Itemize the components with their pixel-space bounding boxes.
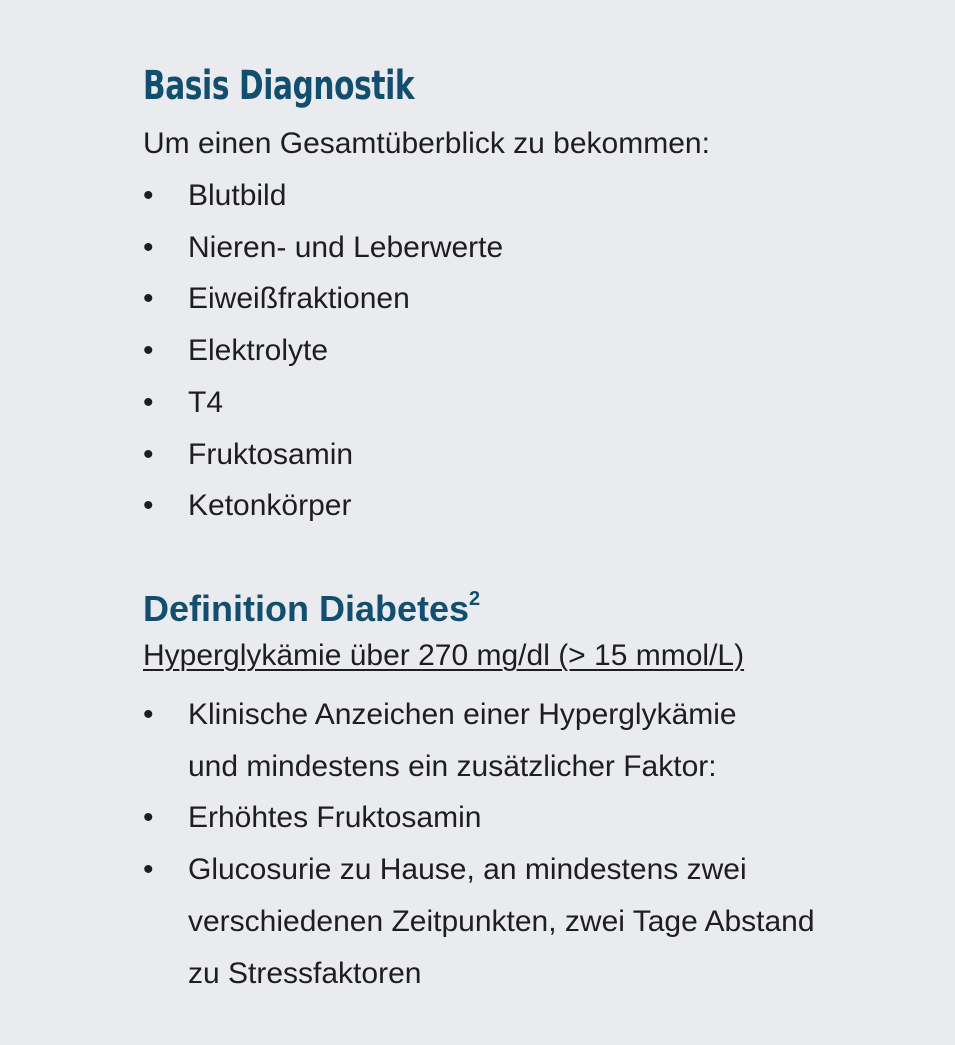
list-item-text: Nieren- und Leberwerte <box>188 230 504 264</box>
list-item <box>143 325 503 377</box>
list-item <box>143 480 503 532</box>
diagnostics-list <box>143 170 503 532</box>
bullet-icon: • <box>143 230 154 264</box>
section-title-basis-diagnostik: Basis Diagnostik <box>143 63 415 109</box>
list-item-line: Glucosurie zu Hause, an mindestens zwei <box>188 853 747 887</box>
list-item <box>143 844 815 999</box>
list-item-text: Elektrolyte <box>188 334 329 368</box>
list-item-line: Klinische Anzeichen einer Hyperglykämie <box>188 698 737 731</box>
list-item <box>143 792 815 844</box>
bullet-icon: • <box>143 179 154 212</box>
list-item-text: Ketonkörper <box>188 489 352 523</box>
bullet-icon: • <box>143 801 154 835</box>
section-title-definition-diabetes <box>143 584 480 634</box>
list-item-line: zu Stressfaktoren <box>188 956 422 990</box>
list-item-text: Eiweißfraktionen <box>188 282 410 316</box>
section-title-text: Definition Diabetes <box>143 588 470 629</box>
list-item-line: und mindestens ein zusätzlicher Faktor: <box>188 749 717 783</box>
bullet-icon: • <box>143 282 154 316</box>
list-item-text: Blutbild <box>188 179 287 212</box>
list-item-text: Fruktosamin <box>188 437 354 471</box>
footnote-marker: 2 <box>469 588 481 610</box>
list-item <box>143 689 815 792</box>
list-item <box>143 170 503 222</box>
list-item <box>143 222 503 274</box>
diabetes-threshold: Hyperglykämie über 270 mg/dl (> 15 mmol/L) <box>143 639 745 672</box>
bullet-icon: • <box>143 698 154 731</box>
list-item <box>143 429 503 481</box>
list-item-line: Erhöhtes Fruktosamin <box>188 801 482 835</box>
list-item-text: T4 <box>188 385 224 419</box>
bullet-icon: • <box>143 334 154 368</box>
bullet-icon: • <box>143 437 154 471</box>
criteria-list <box>143 689 815 999</box>
bullet-icon: • <box>143 489 154 523</box>
list-item <box>143 377 503 429</box>
section-intro: Um einen Gesamtüberblick zu bekommen: <box>143 127 710 160</box>
bullet-icon: • <box>143 385 154 419</box>
list-item-line: verschiedenen Zeitpunkten, zwei Tage Abstand <box>188 904 815 938</box>
bullet-icon: • <box>143 853 154 887</box>
list-item <box>143 273 503 325</box>
